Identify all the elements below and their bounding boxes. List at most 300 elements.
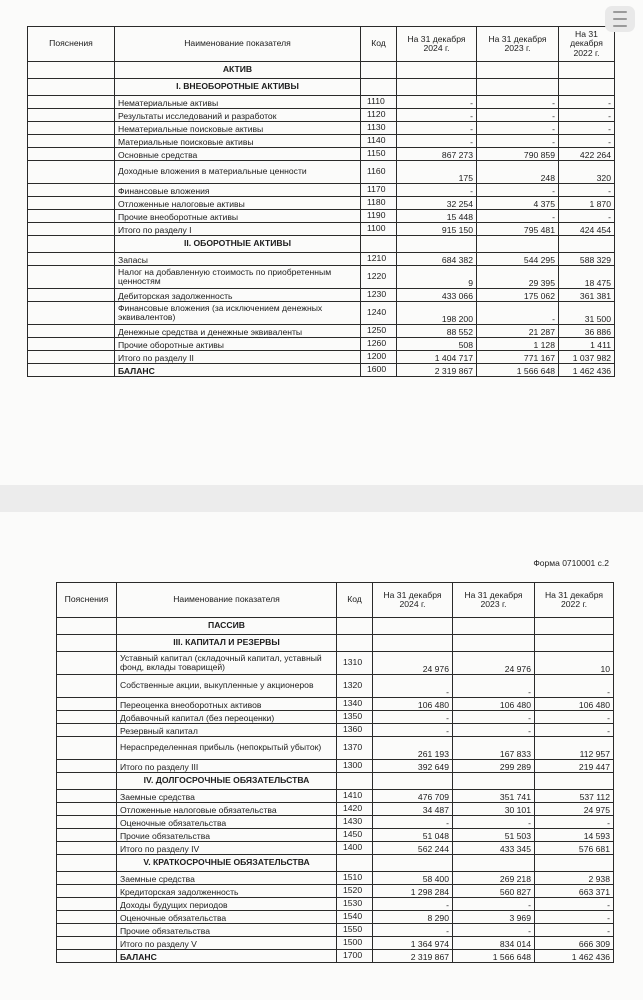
value-2024: 198 200 bbox=[397, 302, 477, 325]
row-code: 1350 bbox=[337, 711, 373, 724]
code-cell bbox=[337, 618, 373, 635]
value-2024: - bbox=[397, 135, 477, 148]
table-row bbox=[57, 675, 614, 698]
value-2022: 1 870 bbox=[559, 197, 615, 210]
row-name: Нематериальные активы bbox=[115, 96, 361, 109]
table-row bbox=[57, 652, 614, 675]
row-code: 1250 bbox=[361, 325, 397, 338]
table-row bbox=[28, 184, 615, 197]
table-row bbox=[57, 816, 614, 829]
code-cell bbox=[361, 79, 397, 96]
row-code: 1550 bbox=[337, 924, 373, 937]
value-2022: - bbox=[559, 184, 615, 197]
value-2023 bbox=[477, 236, 559, 253]
value-2023 bbox=[453, 855, 535, 872]
row-name: Прочие внеоборотные активы bbox=[115, 210, 361, 223]
value-2022: 10 bbox=[535, 652, 614, 675]
section-title-row bbox=[57, 618, 614, 635]
row-name: Доходы будущих периодов bbox=[117, 898, 337, 911]
code-cell bbox=[337, 855, 373, 872]
value-2023: 351 741 bbox=[453, 790, 535, 803]
value-2023 bbox=[477, 62, 559, 79]
balance-page-assets bbox=[0, 0, 643, 485]
value-2024: 915 150 bbox=[397, 223, 477, 236]
value-2022: 537 112 bbox=[535, 790, 614, 803]
value-2023: 30 101 bbox=[453, 803, 535, 816]
section-heading: I. ВНЕОБОРОТНЫЕ АКТИВЫ bbox=[115, 79, 361, 96]
value-2022: 219 447 bbox=[535, 760, 614, 773]
table-row bbox=[57, 872, 614, 885]
table-row bbox=[28, 266, 615, 289]
value-2024: 476 709 bbox=[373, 790, 453, 803]
row-name: Итого по разделу IV bbox=[117, 842, 337, 855]
value-2024: 8 290 bbox=[373, 911, 453, 924]
value-2023: 544 295 bbox=[477, 253, 559, 266]
menu-icon[interactable] bbox=[605, 6, 635, 32]
row-code: 1110 bbox=[361, 96, 397, 109]
notes-cell bbox=[57, 842, 117, 855]
value-2023: 269 218 bbox=[453, 872, 535, 885]
table-row bbox=[57, 937, 614, 950]
col-notes-header: Пояснения bbox=[57, 583, 117, 618]
row-code: 1130 bbox=[361, 122, 397, 135]
value-2023: - bbox=[477, 210, 559, 223]
value-2024: 106 480 bbox=[373, 698, 453, 711]
row-name: Кредиторская задолженность bbox=[117, 885, 337, 898]
row-name: Отложенные налоговые обязательства bbox=[117, 803, 337, 816]
notes-cell bbox=[28, 79, 115, 96]
table-row bbox=[57, 829, 614, 842]
notes-cell bbox=[28, 325, 115, 338]
value-2022: - bbox=[535, 898, 614, 911]
value-2022: - bbox=[535, 816, 614, 829]
row-code: 1320 bbox=[337, 675, 373, 698]
value-2023 bbox=[453, 635, 535, 652]
value-2024 bbox=[373, 855, 453, 872]
table-row bbox=[28, 325, 615, 338]
assets-table bbox=[27, 26, 615, 377]
row-name: Прочие обязательства bbox=[117, 924, 337, 937]
value-2024: 9 bbox=[397, 266, 477, 289]
col-name-header: Наименование показателя bbox=[117, 583, 337, 618]
col-2024-header: На 31 декабря 2024 г. bbox=[397, 27, 477, 62]
value-2023: - bbox=[453, 675, 535, 698]
value-2024: - bbox=[373, 898, 453, 911]
section-title: ПАССИВ bbox=[117, 618, 337, 635]
value-2023: - bbox=[453, 711, 535, 724]
table-row bbox=[57, 950, 614, 963]
row-name: Основные средства bbox=[115, 148, 361, 161]
row-name: Собственные акции, выкупленные у акционеров bbox=[117, 675, 337, 698]
value-2024: - bbox=[373, 675, 453, 698]
row-code: 1700 bbox=[337, 950, 373, 963]
value-2024: 175 bbox=[397, 161, 477, 184]
table-row bbox=[28, 109, 615, 122]
notes-cell bbox=[57, 652, 117, 675]
value-2024 bbox=[397, 79, 477, 96]
value-2022: - bbox=[535, 675, 614, 698]
value-2023: 433 345 bbox=[453, 842, 535, 855]
notes-cell bbox=[57, 773, 117, 790]
value-2023: 167 833 bbox=[453, 737, 535, 760]
row-code: 1310 bbox=[337, 652, 373, 675]
row-code: 1100 bbox=[361, 223, 397, 236]
value-2022 bbox=[535, 773, 614, 790]
table-header-row bbox=[57, 583, 614, 618]
section-heading: IV. ДОЛГОСРОЧНЫЕ ОБЯЗАТЕЛЬСТВА bbox=[117, 773, 337, 790]
section-title-row bbox=[28, 62, 615, 79]
value-2024: 1 404 717 bbox=[397, 351, 477, 364]
table-row bbox=[57, 803, 614, 816]
value-2022: 106 480 bbox=[535, 698, 614, 711]
value-2023 bbox=[453, 618, 535, 635]
row-code: 1600 bbox=[361, 364, 397, 377]
value-2024 bbox=[373, 773, 453, 790]
notes-cell bbox=[28, 148, 115, 161]
notes-cell bbox=[28, 266, 115, 289]
value-2024 bbox=[373, 635, 453, 652]
value-2022: 320 bbox=[559, 161, 615, 184]
table-row bbox=[57, 924, 614, 937]
value-2023: - bbox=[477, 302, 559, 325]
row-name: Заемные средства bbox=[117, 872, 337, 885]
row-name: Оценочные обязательства bbox=[117, 816, 337, 829]
section-heading-row bbox=[57, 855, 614, 872]
table-row bbox=[28, 223, 615, 236]
notes-cell bbox=[28, 236, 115, 253]
value-2023: 21 287 bbox=[477, 325, 559, 338]
notes-cell bbox=[28, 351, 115, 364]
notes-cell bbox=[28, 223, 115, 236]
notes-cell bbox=[57, 885, 117, 898]
notes-cell bbox=[57, 950, 117, 963]
row-code: 1540 bbox=[337, 911, 373, 924]
value-2022: - bbox=[535, 711, 614, 724]
row-name: Итого по разделу I bbox=[115, 223, 361, 236]
value-2024: 24 976 bbox=[373, 652, 453, 675]
col-notes-header: Пояснения bbox=[28, 27, 115, 62]
value-2022: 2 938 bbox=[535, 872, 614, 885]
notes-cell bbox=[57, 803, 117, 816]
code-cell bbox=[361, 62, 397, 79]
value-2024 bbox=[397, 62, 477, 79]
section-heading: II. ОБОРОТНЫЕ АКТИВЫ bbox=[115, 236, 361, 253]
table-row bbox=[57, 711, 614, 724]
row-name: Заемные средства bbox=[117, 790, 337, 803]
value-2022: - bbox=[535, 924, 614, 937]
row-code: 1510 bbox=[337, 872, 373, 885]
row-code: 1210 bbox=[361, 253, 397, 266]
value-2022: - bbox=[559, 210, 615, 223]
row-code: 1220 bbox=[361, 266, 397, 289]
row-code: 1500 bbox=[337, 937, 373, 950]
value-2022: 1 462 436 bbox=[559, 364, 615, 377]
row-name: Запасы bbox=[115, 253, 361, 266]
row-name: Результаты исследований и разработок bbox=[115, 109, 361, 122]
table-row bbox=[57, 724, 614, 737]
value-2022: 112 957 bbox=[535, 737, 614, 760]
table-row bbox=[28, 197, 615, 210]
value-2024: 392 649 bbox=[373, 760, 453, 773]
row-name: Резервный капитал bbox=[117, 724, 337, 737]
value-2022: 361 381 bbox=[559, 289, 615, 302]
notes-cell bbox=[28, 253, 115, 266]
row-name: Нераспределенная прибыль (непокрытый убыток) bbox=[117, 737, 337, 760]
notes-cell bbox=[28, 364, 115, 377]
row-code: 1140 bbox=[361, 135, 397, 148]
notes-cell bbox=[57, 635, 117, 652]
value-2024: - bbox=[397, 184, 477, 197]
code-cell bbox=[337, 773, 373, 790]
liabilities-table bbox=[56, 582, 614, 963]
row-code: 1360 bbox=[337, 724, 373, 737]
notes-cell bbox=[28, 135, 115, 148]
value-2023: 771 167 bbox=[477, 351, 559, 364]
notes-cell bbox=[28, 62, 115, 79]
notes-cell bbox=[28, 161, 115, 184]
value-2022: 422 264 bbox=[559, 148, 615, 161]
row-code: 1200 bbox=[361, 351, 397, 364]
notes-cell bbox=[28, 184, 115, 197]
row-name: Итого по разделу III bbox=[117, 760, 337, 773]
row-name: Итого по разделу V bbox=[117, 937, 337, 950]
row-code: 1400 bbox=[337, 842, 373, 855]
row-code: 1420 bbox=[337, 803, 373, 816]
notes-cell bbox=[57, 760, 117, 773]
row-name: Налог на добавленную стоимость по приобретенным ценностям bbox=[115, 266, 361, 289]
row-name: Переоценка внеоборотных активов bbox=[117, 698, 337, 711]
value-2022 bbox=[535, 618, 614, 635]
value-2022: - bbox=[559, 109, 615, 122]
value-2022: 424 454 bbox=[559, 223, 615, 236]
notes-cell bbox=[57, 829, 117, 842]
row-code: 1240 bbox=[361, 302, 397, 325]
value-2022: 1 462 436 bbox=[535, 950, 614, 963]
value-2024: 2 319 867 bbox=[397, 364, 477, 377]
row-name: Нематериальные поисковые активы bbox=[115, 122, 361, 135]
col-code-header: Код bbox=[337, 583, 373, 618]
row-name: Итого по разделу II bbox=[115, 351, 361, 364]
notes-cell bbox=[28, 210, 115, 223]
value-2022 bbox=[559, 62, 615, 79]
row-name: Добавочный капитал (без переоценки) bbox=[117, 711, 337, 724]
col-2024-header: На 31 декабря 2024 г. bbox=[373, 583, 453, 618]
value-2024: - bbox=[373, 816, 453, 829]
value-2024 bbox=[373, 618, 453, 635]
notes-cell bbox=[28, 289, 115, 302]
row-code: 1170 bbox=[361, 184, 397, 197]
value-2023: 175 062 bbox=[477, 289, 559, 302]
value-2023: - bbox=[477, 122, 559, 135]
col-2023-header: На 31 декабря 2023 г. bbox=[477, 27, 559, 62]
value-2024: - bbox=[373, 724, 453, 737]
row-name: Денежные средства и денежные эквиваленты bbox=[115, 325, 361, 338]
value-2023: 106 480 bbox=[453, 698, 535, 711]
code-cell bbox=[361, 236, 397, 253]
value-2024: 32 254 bbox=[397, 197, 477, 210]
notes-cell bbox=[57, 675, 117, 698]
row-code: 1160 bbox=[361, 161, 397, 184]
notes-cell bbox=[57, 711, 117, 724]
value-2022: 14 593 bbox=[535, 829, 614, 842]
section-heading-row bbox=[28, 79, 615, 96]
notes-cell bbox=[57, 724, 117, 737]
value-2024: 867 273 bbox=[397, 148, 477, 161]
value-2024: 88 552 bbox=[397, 325, 477, 338]
row-name: Оценочные обязательства bbox=[117, 911, 337, 924]
notes-cell bbox=[28, 122, 115, 135]
row-code: 1180 bbox=[361, 197, 397, 210]
value-2024: 684 382 bbox=[397, 253, 477, 266]
table-row bbox=[57, 898, 614, 911]
value-2022: - bbox=[535, 911, 614, 924]
row-name: Дебиторская задолженность bbox=[115, 289, 361, 302]
section-heading-row bbox=[57, 773, 614, 790]
value-2023: 51 503 bbox=[453, 829, 535, 842]
row-code: 1260 bbox=[361, 338, 397, 351]
value-2024: - bbox=[397, 122, 477, 135]
table-row bbox=[57, 760, 614, 773]
section-heading: V. КРАТКОСРОЧНЫЕ ОБЯЗАТЕЛЬСТВА bbox=[117, 855, 337, 872]
value-2022: 1 411 bbox=[559, 338, 615, 351]
row-name: Прочие оборотные активы bbox=[115, 338, 361, 351]
table-row bbox=[57, 911, 614, 924]
value-2024: 34 487 bbox=[373, 803, 453, 816]
row-name: Уставный капитал (складочный капитал, уставный фонд, вклады товарищей) bbox=[117, 652, 337, 675]
row-code: 1450 bbox=[337, 829, 373, 842]
value-2024: - bbox=[373, 711, 453, 724]
value-2023: 24 976 bbox=[453, 652, 535, 675]
table-row bbox=[28, 289, 615, 302]
table-row bbox=[28, 135, 615, 148]
value-2022 bbox=[535, 635, 614, 652]
value-2024: 2 319 867 bbox=[373, 950, 453, 963]
value-2024: 562 244 bbox=[373, 842, 453, 855]
notes-cell bbox=[57, 618, 117, 635]
table-row bbox=[57, 698, 614, 711]
value-2023: 795 481 bbox=[477, 223, 559, 236]
value-2024: - bbox=[397, 109, 477, 122]
section-heading-row bbox=[57, 635, 614, 652]
notes-cell bbox=[57, 790, 117, 803]
row-name: БАЛАНС bbox=[117, 950, 337, 963]
value-2024: 433 066 bbox=[397, 289, 477, 302]
notes-cell bbox=[57, 737, 117, 760]
value-2023: - bbox=[477, 184, 559, 197]
row-code: 1190 bbox=[361, 210, 397, 223]
table-row bbox=[28, 302, 615, 325]
notes-cell bbox=[57, 898, 117, 911]
value-2023: 560 827 bbox=[453, 885, 535, 898]
notes-cell bbox=[57, 698, 117, 711]
value-2022: - bbox=[559, 122, 615, 135]
row-name: Доходные вложения в материальные ценности bbox=[115, 161, 361, 184]
row-code: 1520 bbox=[337, 885, 373, 898]
notes-cell bbox=[57, 816, 117, 829]
value-2023: 1 566 648 bbox=[477, 364, 559, 377]
row-code: 1150 bbox=[361, 148, 397, 161]
value-2022: - bbox=[559, 96, 615, 109]
value-2023: 3 969 bbox=[453, 911, 535, 924]
row-code: 1530 bbox=[337, 898, 373, 911]
value-2022: 1 037 982 bbox=[559, 351, 615, 364]
code-cell bbox=[337, 635, 373, 652]
notes-cell bbox=[57, 937, 117, 950]
value-2022 bbox=[559, 236, 615, 253]
col-2022-header: На 31 декабря 2022 г. bbox=[535, 583, 614, 618]
value-2024: 261 193 bbox=[373, 737, 453, 760]
row-code: 1340 bbox=[337, 698, 373, 711]
value-2023: - bbox=[453, 898, 535, 911]
notes-cell bbox=[57, 872, 117, 885]
notes-cell bbox=[57, 911, 117, 924]
row-name: Финансовые вложения (за исключением денежных эквивалентов) bbox=[115, 302, 361, 325]
section-heading-row bbox=[28, 236, 615, 253]
value-2023 bbox=[477, 79, 559, 96]
table-row bbox=[28, 338, 615, 351]
value-2023: - bbox=[453, 924, 535, 937]
value-2023: - bbox=[453, 816, 535, 829]
value-2023: - bbox=[477, 135, 559, 148]
section-heading: III. КАПИТАЛ И РЕЗЕРВЫ bbox=[117, 635, 337, 652]
table-row bbox=[28, 210, 615, 223]
value-2024 bbox=[397, 236, 477, 253]
value-2023: - bbox=[453, 724, 535, 737]
col-code-header: Код bbox=[361, 27, 397, 62]
table-row bbox=[57, 842, 614, 855]
row-code: 1410 bbox=[337, 790, 373, 803]
row-code: 1300 bbox=[337, 760, 373, 773]
table-row bbox=[57, 790, 614, 803]
value-2022: - bbox=[559, 135, 615, 148]
notes-cell bbox=[28, 197, 115, 210]
section-title: АКТИВ bbox=[115, 62, 361, 79]
value-2024: 508 bbox=[397, 338, 477, 351]
value-2023: 299 289 bbox=[453, 760, 535, 773]
value-2023: 1 128 bbox=[477, 338, 559, 351]
row-name: БАЛАНС bbox=[115, 364, 361, 377]
value-2022: - bbox=[535, 724, 614, 737]
value-2022: 24 975 bbox=[535, 803, 614, 816]
table-row bbox=[57, 885, 614, 898]
notes-cell bbox=[28, 96, 115, 109]
value-2023 bbox=[453, 773, 535, 790]
value-2023: 248 bbox=[477, 161, 559, 184]
row-code: 1120 bbox=[361, 109, 397, 122]
table-row bbox=[28, 161, 615, 184]
table-row bbox=[28, 148, 615, 161]
notes-cell bbox=[57, 855, 117, 872]
table-row bbox=[28, 351, 615, 364]
value-2022: 576 681 bbox=[535, 842, 614, 855]
value-2024: 1 298 284 bbox=[373, 885, 453, 898]
table-row bbox=[28, 253, 615, 266]
value-2023: 790 859 bbox=[477, 148, 559, 161]
value-2022: 18 475 bbox=[559, 266, 615, 289]
value-2022 bbox=[559, 79, 615, 96]
value-2022 bbox=[535, 855, 614, 872]
value-2023: 29 395 bbox=[477, 266, 559, 289]
balance-page-liabilities bbox=[0, 512, 643, 1000]
value-2024: 1 364 974 bbox=[373, 937, 453, 950]
value-2024: 58 400 bbox=[373, 872, 453, 885]
value-2023: - bbox=[477, 96, 559, 109]
value-2023: 834 014 bbox=[453, 937, 535, 950]
table-header-row bbox=[28, 27, 615, 62]
row-name: Отложенные налоговые активы bbox=[115, 197, 361, 210]
row-code: 1230 bbox=[361, 289, 397, 302]
table-row bbox=[28, 96, 615, 109]
